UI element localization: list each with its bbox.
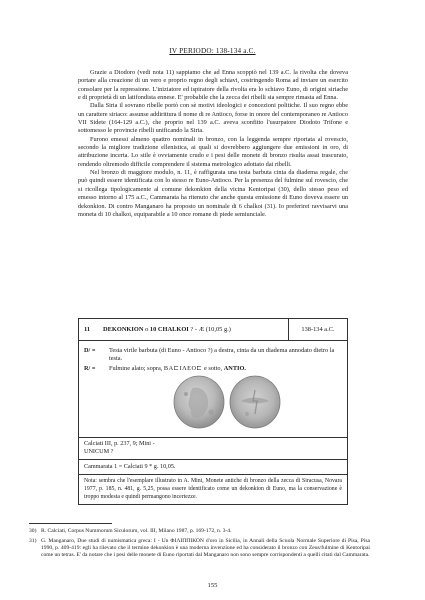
footnotes — [29, 528, 370, 562]
footnote-number: 31) — [29, 538, 37, 544]
reverse-description — [84, 365, 346, 374]
obverse-label: D/ = — [84, 347, 96, 354]
paragraph: Nel bronzo di maggiore modulo, n. 11, è raffigurata una testa barbuta cinta da diadema regale, che può quindi essere identificata con lo stesso re Euno-Antioco. Per la presenza del fulmine sul rovescio, che si ricollega tipologicamente al comune dekonkion della vicina Kentoripai (30), dello stesso peso ed emesso intorno al 175 a.C., Cammarata ha ritenuto che anche questa emissione di Euno doveva essere un dekonkion. Di contro Manganaro ha proposto un nominale di 6 chalkoi (31). Io preferirei ravvisarvi una moneta di 10 chalkoi, equiparabile a 10 once romane di piede semiunciale. — [78, 169, 348, 218]
period-title: IV PERIODO: 138-134 a.C. — [169, 47, 256, 55]
unicum-text: UNICUM ? — [84, 448, 114, 455]
footnote-divider — [29, 523, 112, 524]
paragraph: Grazie a Diodoro (vedi nota 11) sappiamo che ad Enna scoppiò nel 139 a.C. la rivolta che doveva portare alla creazione di un vero e proprio regno degli schiavi, costringendo Roma ad inviare un esercito consolare per la repressione. L'iniziatore ed ispiratore della rivolta era lo schiavo Euno, di origini siriache e di proprietà di un latifondista ennese. E' probabile che la zecca dei ribelli sia sempre rimasta ad Enna. — [78, 69, 348, 102]
coin-number: 11 — [84, 326, 91, 333]
coin-references — [78, 438, 348, 505]
obverse-description — [84, 347, 346, 365]
obverse-text: Testa virile barbuta (di Euno - Antioco ?) a destra, cinta da un diadema annodato dietro la testa. — [109, 347, 335, 362]
reverse-label: R/ = — [84, 365, 96, 372]
coin-date: 138-134 a.C. — [288, 319, 347, 340]
footnote-text: R. Calciati, Corpus Nummorum Siculorum, vol. III, Milano 1987, p. 169-172, n. 3-4. — [41, 528, 232, 534]
coin-obverse-image — [171, 374, 227, 430]
coin-note: Nota: sembra che l'esemplare illustrato in A. Mini, Monete antiche di bronzo della zecca di Siracusa, Novara 1977, p. 185, n. 481, g. 5,25, possa essere identificato come un dekonkion di Euno, ma la conservazione è troppo modesta e quindi permangono incertezze. — [84, 478, 342, 500]
footnote — [29, 528, 370, 535]
coin-name-or: o — [145, 326, 149, 333]
footnote — [29, 538, 370, 559]
reverse-text-mid: e sotto, — [203, 365, 223, 372]
coin-name-rest: ? - Æ (10,05 g.) — [190, 326, 231, 333]
paragraph: Dalla Siria il sovrano ribelle portò con sè motivi ideologici e concezioni politiche. Il suo regno ebbe un carattere siriaco: assunse addirittura il nome di re Antioco, forse in onore del contemporaneo re Antioco VII Sidete (164-129 a.C.), che proprio nel 139 a.C. aveva sconfitto l'usurpatore Diodoto Trifone e sottomesso le provincie ribelli unificando la Siria. — [78, 102, 348, 135]
cammarata-reference: Cammarata 1 = Calciati 9 * g. 10,05. — [79, 460, 347, 475]
coin-name-main: DEKONKION — [103, 326, 144, 333]
coin-name — [103, 326, 231, 333]
body-text — [78, 69, 348, 219]
coin-reverse-image — [227, 374, 283, 430]
coin-entry-box — [78, 318, 348, 438]
paragraph: Furono emessi almeno quattro nominali in bronzo, con la leggenda sempre riportata al rovescio, secondo la migliore tradizione ellenistica, ai quali si dovrebbero aggiungere due emissioni in oro, di attribuzione incerta. Lo stile è ovviamente crudo e i pesi delle monete di bronzo risulta assai trascurato, rendendo oltremodo difficile comprendere il sistema metrologico adottato dai ribelli. — [78, 135, 348, 168]
footnote-text: G. Manganaro, Due studi di numismatica greca: I - Un ΦΙΛΙΠΠΙΚΟΝ d'oro in Sicilia, in Annali della Scuola Normale Superiore di Pisa, Pisa 1990, p. 409-419: egli ha rilevato che il termine dekonkion è una moderna invenzione ed ha considerato il bronzo con Zeus/fulmine di Kentoripai come un tetras. E' da notare che i pesi delle monete di Euno riportati dal Manganaro non sono sempre corrispondenti a quelli citati dal Cammarata. — [41, 538, 370, 558]
reverse-greek-legend: BA⊏IΛEO⊏ — [163, 365, 203, 372]
calciati-ref-text: Calciati III, p. 237, 9; Mini - — [84, 440, 155, 447]
coin-name-alt: 10 CHALKOI — [149, 326, 189, 333]
reverse-legend: ANTIO. — [223, 365, 246, 372]
calciati-reference — [79, 438, 347, 460]
footnote-number: 30) — [29, 528, 37, 534]
reverse-text-start: Fulmine alato; sopra, — [109, 365, 163, 372]
reverse-text — [109, 365, 344, 373]
page-number: 155 — [207, 582, 218, 589]
coin-header-row — [79, 319, 347, 341]
